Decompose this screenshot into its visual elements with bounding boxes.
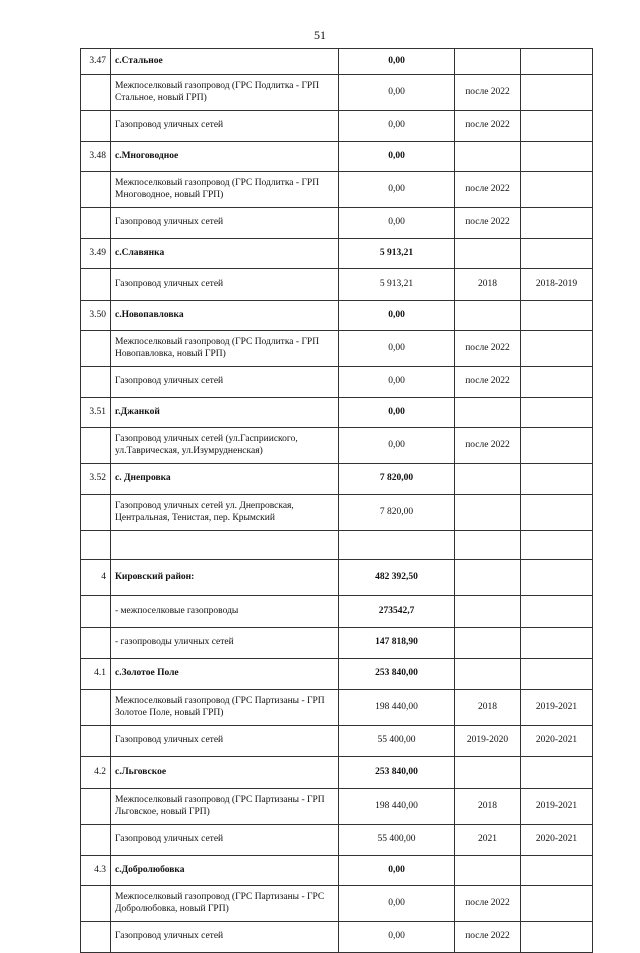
row-value: 198 440,00: [339, 789, 455, 825]
row-year-start: после 2022: [455, 922, 521, 953]
table-row: [81, 659, 593, 690]
row-name: с.Славянка: [111, 239, 339, 269]
row-value: 5 913,21: [339, 239, 455, 269]
row-value: 253 840,00: [339, 757, 455, 789]
row-year-period: 2019-2021: [521, 789, 593, 825]
row-year-period: 2020-2021: [521, 825, 593, 856]
row-value: 0,00: [339, 428, 455, 464]
row-number: 3.50: [81, 301, 111, 331]
row-name: [111, 531, 339, 560]
row-year-start: [455, 628, 521, 659]
row-name: Межпоселковый газопровод (ГРС Партизаны - ГРС Добролюбовка, новый ГРП): [111, 886, 339, 922]
row-name: с.Новопавловка: [111, 301, 339, 331]
row-value: 0,00: [339, 398, 455, 428]
row-number: 3.52: [81, 464, 111, 495]
table-row: [81, 367, 593, 398]
table-row: [81, 825, 593, 856]
row-number: [81, 726, 111, 757]
row-year-period: [521, 922, 593, 953]
row-number: [81, 208, 111, 239]
row-value: 0,00: [339, 301, 455, 331]
row-year-start: [455, 757, 521, 789]
page-number: 51: [314, 28, 326, 42]
row-name: - межпоселковые газопроводы: [111, 596, 339, 628]
row-value: 0,00: [339, 111, 455, 142]
row-value: 7 820,00: [339, 464, 455, 495]
row-year-period: [521, 856, 593, 886]
row-number: 3.48: [81, 142, 111, 172]
row-number: 4.2: [81, 757, 111, 789]
row-number: [81, 428, 111, 464]
table-row: [81, 560, 593, 596]
row-value: 0,00: [339, 856, 455, 886]
row-year-period: [521, 428, 593, 464]
row-number: [81, 825, 111, 856]
table-row: [81, 428, 593, 464]
row-value: 0,00: [339, 142, 455, 172]
row-number: [81, 531, 111, 560]
row-number: [81, 172, 111, 208]
row-year-start: после 2022: [455, 75, 521, 111]
table-row: [81, 628, 593, 659]
row-name: Кировский район:: [111, 560, 339, 596]
row-year-start: [455, 659, 521, 690]
row-name: Межпоселковый газопровод (ГРС Партизаны - ГРП Золотое Поле, новый ГРП): [111, 690, 339, 726]
row-year-start: 2018: [455, 269, 521, 301]
row-number: [81, 111, 111, 142]
row-value: 0,00: [339, 367, 455, 398]
row-year-period: [521, 239, 593, 269]
table-row: [81, 856, 593, 886]
table-row: [81, 922, 593, 953]
row-value: 0,00: [339, 922, 455, 953]
row-number: 4.3: [81, 856, 111, 886]
table-row: [81, 208, 593, 239]
row-value: 147 818,90: [339, 628, 455, 659]
row-number: [81, 886, 111, 922]
row-year-period: [521, 111, 593, 142]
row-year-start: [455, 531, 521, 560]
row-value: 7 820,00: [339, 495, 455, 531]
row-year-start: после 2022: [455, 886, 521, 922]
row-number: [81, 495, 111, 531]
row-number: [81, 367, 111, 398]
row-year-period: [521, 331, 593, 367]
row-value: 482 392,50: [339, 560, 455, 596]
row-value: 55 400,00: [339, 825, 455, 856]
table-row: [81, 398, 593, 428]
row-name: с.Стальное: [111, 49, 339, 75]
gas-pipeline-table: [80, 48, 593, 953]
row-value: 253 840,00: [339, 659, 455, 690]
table-row: [81, 789, 593, 825]
row-year-period: [521, 49, 593, 75]
table-row: [81, 886, 593, 922]
row-year-period: 2019-2021: [521, 690, 593, 726]
table-row: [81, 331, 593, 367]
row-name: с.Многоводное: [111, 142, 339, 172]
table-row: [81, 531, 593, 560]
table-row: [81, 690, 593, 726]
table-body: [81, 49, 593, 953]
row-number: [81, 922, 111, 953]
row-name: Газопровод уличных сетей: [111, 269, 339, 301]
row-year-period: 2020-2021: [521, 726, 593, 757]
row-value: 0,00: [339, 49, 455, 75]
row-year-period: [521, 596, 593, 628]
row-year-start: после 2022: [455, 367, 521, 398]
row-year-start: [455, 49, 521, 75]
row-year-period: [521, 398, 593, 428]
row-number: 4.1: [81, 659, 111, 690]
row-value: 0,00: [339, 331, 455, 367]
row-year-start: после 2022: [455, 428, 521, 464]
row-value: 0,00: [339, 75, 455, 111]
row-year-period: [521, 886, 593, 922]
row-name: Межпоселковый газопровод (ГРС Подлитка - ГРП Многоводное, новый ГРП): [111, 172, 339, 208]
row-name: - газопроводы уличных сетей: [111, 628, 339, 659]
row-year-period: [521, 659, 593, 690]
row-year-start: [455, 239, 521, 269]
row-year-period: [521, 464, 593, 495]
row-value: 273542,7: [339, 596, 455, 628]
table-row: [81, 172, 593, 208]
table-row: [81, 757, 593, 789]
row-year-start: 2018: [455, 690, 521, 726]
row-name: Газопровод уличных сетей: [111, 208, 339, 239]
row-number: 3.51: [81, 398, 111, 428]
row-name: Газопровод уличных сетей ул. Днепровская, Центральная, Тенистая, пер. Крымский: [111, 495, 339, 531]
row-year-period: [521, 560, 593, 596]
row-year-period: 2018-2019: [521, 269, 593, 301]
row-name: с.Золотое Поле: [111, 659, 339, 690]
row-year-period: [521, 301, 593, 331]
table-row: [81, 111, 593, 142]
row-year-start: после 2022: [455, 208, 521, 239]
row-year-period: [521, 208, 593, 239]
row-year-period: [521, 75, 593, 111]
row-year-start: [455, 301, 521, 331]
row-number: 4: [81, 560, 111, 596]
row-year-start: [455, 495, 521, 531]
row-number: [81, 75, 111, 111]
row-name: Межпоселковый газопровод (ГРС Подлитка - ГРП Стальное, новый ГРП): [111, 75, 339, 111]
table-row: [81, 239, 593, 269]
table-row: [81, 495, 593, 531]
table-row: [81, 75, 593, 111]
row-name: г.Джанкой: [111, 398, 339, 428]
row-year-period: [521, 628, 593, 659]
row-value: 198 440,00: [339, 690, 455, 726]
row-number: [81, 331, 111, 367]
row-year-start: после 2022: [455, 111, 521, 142]
table-row: [81, 596, 593, 628]
row-name: с.Льговское: [111, 757, 339, 789]
table-row: [81, 464, 593, 495]
row-year-start: [455, 560, 521, 596]
row-value: 5 913,21: [339, 269, 455, 301]
table-row: [81, 301, 593, 331]
row-year-period: [521, 367, 593, 398]
row-year-start: [455, 464, 521, 495]
row-number: [81, 628, 111, 659]
row-year-start: 2021: [455, 825, 521, 856]
row-number: [81, 690, 111, 726]
row-year-start: после 2022: [455, 331, 521, 367]
row-year-period: [521, 495, 593, 531]
row-name: Газопровод уличных сетей: [111, 922, 339, 953]
row-number: [81, 596, 111, 628]
row-number: [81, 269, 111, 301]
row-name: с. Днепровка: [111, 464, 339, 495]
table-row: [81, 142, 593, 172]
row-year-start: [455, 142, 521, 172]
row-year-period: [521, 531, 593, 560]
row-year-period: [521, 757, 593, 789]
table-row: [81, 726, 593, 757]
row-name: Газопровод уличных сетей: [111, 367, 339, 398]
row-year-period: [521, 142, 593, 172]
table-row: [81, 49, 593, 75]
row-name: Газопровод уличных сетей: [111, 825, 339, 856]
row-name: Межпоселковый газопровод (ГРС Подлитка - ГРП Новопавловка, новый ГРП): [111, 331, 339, 367]
row-value: 0,00: [339, 886, 455, 922]
row-value: 0,00: [339, 208, 455, 239]
row-year-start: [455, 856, 521, 886]
row-name: с.Добролюбовка: [111, 856, 339, 886]
row-year-start: 2019-2020: [455, 726, 521, 757]
row-name: Межпоселковый газопровод (ГРС Партизаны - ГРП Льговское, новый ГРП): [111, 789, 339, 825]
row-year-period: [521, 172, 593, 208]
row-name: Газопровод уличных сетей (ул.Гасприиского, ул.Таврическая, ул.Изумрудненская): [111, 428, 339, 464]
row-year-start: [455, 398, 521, 428]
row-number: 3.47: [81, 49, 111, 75]
row-value: 55 400,00: [339, 726, 455, 757]
row-number: [81, 789, 111, 825]
row-value: [339, 531, 455, 560]
table-row: [81, 269, 593, 301]
row-year-start: [455, 596, 521, 628]
row-year-start: после 2022: [455, 172, 521, 208]
row-value: 0,00: [339, 172, 455, 208]
row-number: 3.49: [81, 239, 111, 269]
row-name: Газопровод уличных сетей: [111, 111, 339, 142]
row-name: Газопровод уличных сетей: [111, 726, 339, 757]
row-year-start: 2018: [455, 789, 521, 825]
